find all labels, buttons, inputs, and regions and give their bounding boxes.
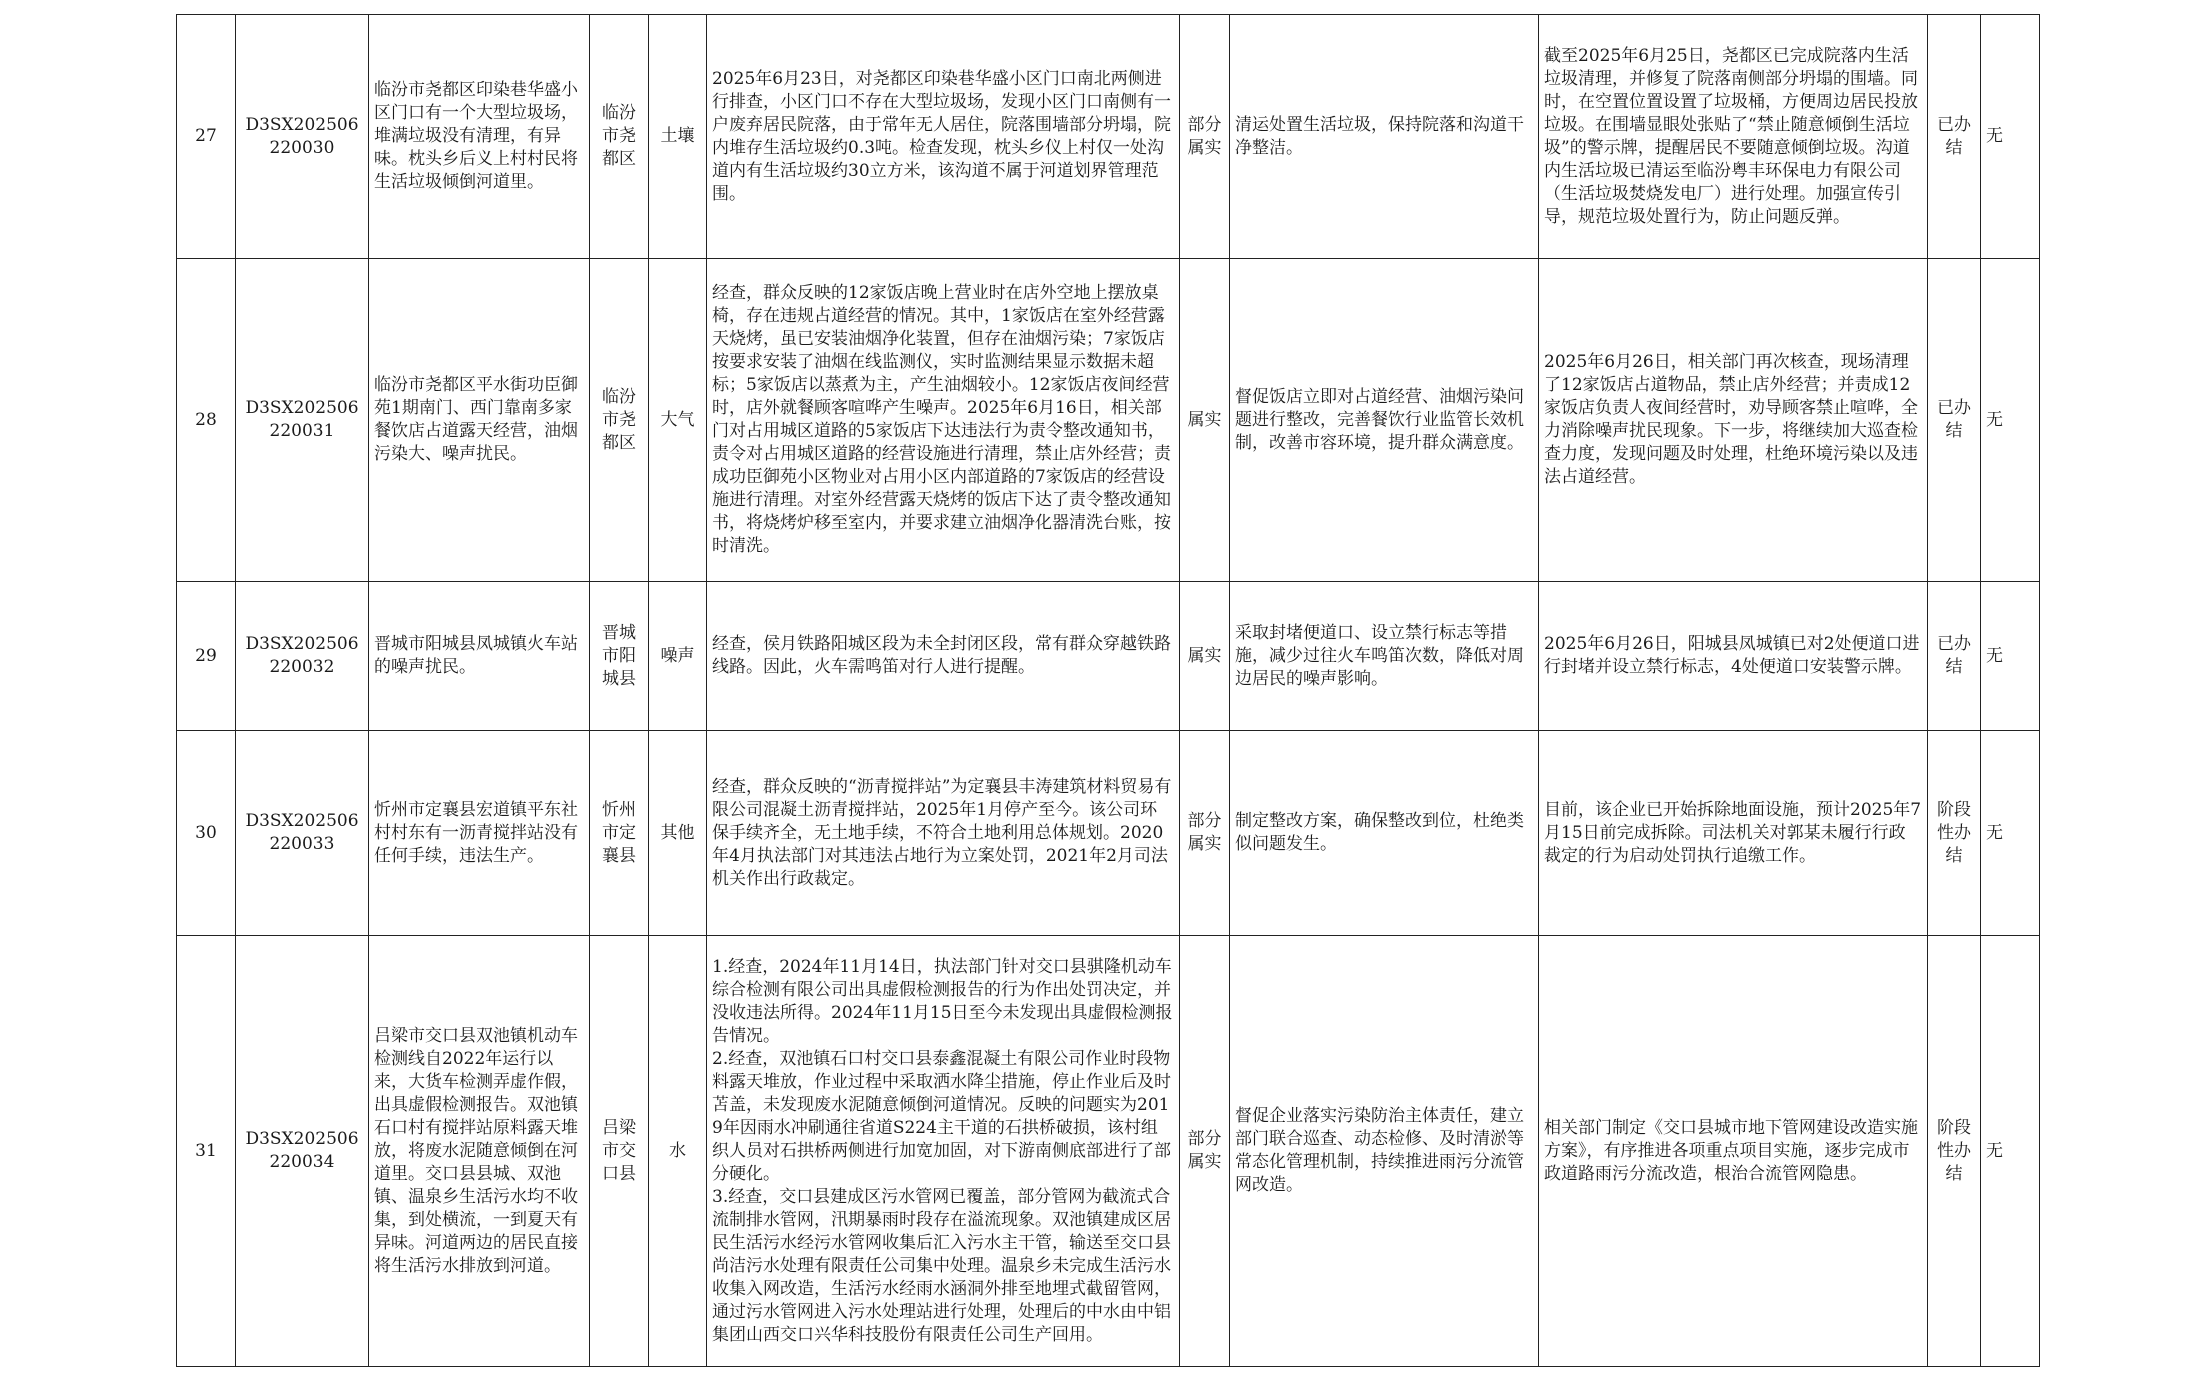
verdict-cell: 属实	[1180, 582, 1230, 731]
remarks-cell: 无	[1981, 582, 2040, 731]
category-cell: 水	[649, 936, 707, 1367]
issue-cell: 临汾市尧都区平水街功臣御苑1期南门、西门靠南多家餐饮店占道露天经营，油烟污染大、噪声扰民。	[369, 259, 590, 582]
findings-cell: 1.经查，2024年11月14日，执法部门针对交口县骐隆机动车综合检测有限公司出具虚假检测报告的行为作出处罚决定，并没收违法所得。2024年11月15日至今未发现出具虚假检测报告情况。 2.经查，双池镇石口村交口县泰鑫混凝土有限公司作业时段物料露天堆放，作业过程中采取洒水降尘措施，停止作业后及时苫盖，未发现废水泥随意倾倒河道情况。反映的问题实为2019年因雨水冲刷通往省道S224主干道的石拱桥破损，该村组织人员对石拱桥两侧进行加宽加固，对下游南侧底部进行了部分硬化。 3.经查，交口县建成区污水管网已覆盖，部分管网为截流式合流制排水管网，汛期暴雨时段存在溢流现象。双池镇建成区居民生活污水经污水管网收集后汇入污水主干管，输送至交口县尚洁污水处理有限责任公司集中处理。温泉乡未完成生活污水收集入网改造，生活污水经雨水涵洞外排至地埋式截留管网，通过污水管网进入污水处理站进行处理，处理后的中水由中铝集团山西交口兴华科技股份有限责任公司生产回用。	[707, 936, 1180, 1367]
admin-cell: 临汾市尧都区	[590, 15, 649, 259]
findings-cell: 经查，侯月铁路阳城区段为未全封闭区段，常有群众穿越铁路线路。因此，火车需鸣笛对行人进行提醒。	[707, 582, 1180, 731]
findings-cell: 2025年6月23日，对尧都区印染巷华盛小区门口南北两侧进行排查，小区门口不存在大型垃圾场，发现小区门口南侧有一户废弃居民院落，由于常年无人居住，院落围墙部分坍塌，院内堆存生活垃圾约0.3吨。检查发现，枕头乡仪上村仅一处沟道内有生活垃圾约30立方米，该沟道不属于河道划界管理范围。	[707, 15, 1180, 259]
code-cell: D3SX202506220031	[236, 259, 369, 582]
measures-cell: 督促饭店立即对占道经营、油烟污染问题进行整改，完善餐饮行业监管长效机制，改善市容环境，提升群众满意度。	[1230, 259, 1539, 582]
verdict-cell: 属实	[1180, 259, 1230, 582]
table-row	[177, 731, 2040, 936]
measures-cell: 清运处置生活垃圾，保持院落和沟道干净整洁。	[1230, 15, 1539, 259]
progress-cell: 截至2025年6月25日，尧都区已完成院落内生活垃圾清理，并修复了院落南侧部分坍塌的围墙。同时，在空置位置设置了垃圾桶，方便周边居民投放垃圾。在围墙显眼处张贴了“禁止随意倾倒生活垃圾”的警示牌，提醒居民不要随意倾倒垃圾。沟道内生活垃圾已清运至临汾粤丰环保电力有限公司（生活垃圾焚烧发电厂）进行处理。加强宣传引导，规范垃圾处置行为，防止问题反弹。	[1539, 15, 1928, 259]
complaint-table	[176, 14, 2040, 1367]
seq-cell: 31	[177, 936, 236, 1367]
category-cell: 土壤	[649, 15, 707, 259]
table-row	[177, 936, 2040, 1367]
admin-cell: 晋城市阳城县	[590, 582, 649, 731]
table-row	[177, 582, 2040, 731]
verdict-cell: 部分属实	[1180, 731, 1230, 936]
issue-cell: 吕梁市交口县双池镇机动车检测线自2022年运行以来，大货车检测弄虚作假，出具虚假检测报告。双池镇石口村有搅拌站原料露天堆放，将废水泥随意倾倒在河道里。交口县县城、双池镇、温泉乡生活污水均不收集，到处横流，一到夏天有异味。河道两边的居民直接将生活污水排放到河道。	[369, 936, 590, 1367]
measures-cell: 制定整改方案，确保整改到位，杜绝类似问题发生。	[1230, 731, 1539, 936]
verdict-cell: 部分属实	[1180, 936, 1230, 1367]
progress-cell: 目前，该企业已开始拆除地面设施，预计2025年7月15日前完成拆除。司法机关对郭某未履行行政裁定的行为启动处罚执行追缴工作。	[1539, 731, 1928, 936]
measures-cell: 督促企业落实污染防治主体责任，建立部门联合巡查、动态检修、及时清淤等常态化管理机制，持续推进雨污分流管网改造。	[1230, 936, 1539, 1367]
findings-cell: 经查，群众反映的“沥青搅拌站”为定襄县丰涛建筑材料贸易有限公司混凝土沥青搅拌站，2025年1月停产至今。该公司环保手续齐全，无土地手续，不符合土地利用总体规划。2020年4月执法部门对其违法占地行为立案处罚，2021年2月司法机关作出行政裁定。	[707, 731, 1180, 936]
status-cell: 阶段性办结	[1928, 936, 1981, 1367]
code-cell: D3SX202506220032	[236, 582, 369, 731]
category-cell: 噪声	[649, 582, 707, 731]
status-cell: 已办结	[1928, 582, 1981, 731]
measures-cell: 采取封堵便道口、设立禁行标志等措施，减少过往火车鸣笛次数，降低对周边居民的噪声影响。	[1230, 582, 1539, 731]
remarks-cell: 无	[1981, 731, 2040, 936]
seq-cell: 30	[177, 731, 236, 936]
progress-cell: 相关部门制定《交口县城市地下管网建设改造实施方案》，有序推进各项重点项目实施，逐步完成市政道路雨污分流改造，根治合流管网隐患。	[1539, 936, 1928, 1367]
progress-cell: 2025年6月26日，相关部门再次核查，现场清理了12家饭店占道物品，禁止店外经营；并责成12家饭店负责人夜间经营时，劝导顾客禁止喧哗，全力消除噪声扰民现象。下一步，将继续加大巡查检查力度，发现问题及时处理，杜绝环境污染以及违法占道经营。	[1539, 259, 1928, 582]
code-cell: D3SX202506220030	[236, 15, 369, 259]
remarks-cell: 无	[1981, 936, 2040, 1367]
seq-cell: 29	[177, 582, 236, 731]
progress-cell: 2025年6月26日，阳城县凤城镇已对2处便道口进行封堵并设立禁行标志，4处便道口安装警示牌。	[1539, 582, 1928, 731]
category-cell: 大气	[649, 259, 707, 582]
issue-cell: 忻州市定襄县宏道镇平东社村村东有一沥青搅拌站没有任何手续，违法生产。	[369, 731, 590, 936]
issue-cell: 临汾市尧都区印染巷华盛小区门口有一个大型垃圾场，堆满垃圾没有清理，有异味。枕头乡后义上村村民将生活垃圾倾倒河道里。	[369, 15, 590, 259]
admin-cell: 临汾市尧都区	[590, 259, 649, 582]
verdict-cell: 部分属实	[1180, 15, 1230, 259]
seq-cell: 28	[177, 259, 236, 582]
findings-cell: 经查，群众反映的12家饭店晚上营业时在店外空地上摆放桌椅，存在违规占道经营的情况。其中，1家饭店在室外经营露天烧烤，虽已安装油烟净化装置，但存在油烟污染；7家饭店按要求安装了油烟在线监测仪，实时监测结果显示数据未超标；5家饭店以蒸煮为主，产生油烟较小。12家饭店夜间经营时，店外就餐顾客喧哗产生噪声。2025年6月16日，相关部门对占用城区道路的5家饭店下达违法行为责令整改通知书，责令对占用城区道路的经营设施进行清理，禁止店外经营；责成功臣御苑小区物业对占用小区内部道路的7家饭店的经营设施进行清理。对室外经营露天烧烤的饭店下达了责令整改通知书，将烧烤炉移至室内，并要求建立油烟净化器清洗台账，按时清洗。	[707, 259, 1180, 582]
status-cell: 阶段性办结	[1928, 731, 1981, 936]
status-cell: 已办结	[1928, 15, 1981, 259]
remarks-cell: 无	[1981, 15, 2040, 259]
admin-cell: 忻州市定襄县	[590, 731, 649, 936]
category-cell: 其他	[649, 731, 707, 936]
issue-cell: 晋城市阳城县凤城镇火车站的噪声扰民。	[369, 582, 590, 731]
code-cell: D3SX202506220034	[236, 936, 369, 1367]
admin-cell: 吕梁市交口县	[590, 936, 649, 1367]
remarks-cell: 无	[1981, 259, 2040, 582]
seq-cell: 27	[177, 15, 236, 259]
table-row	[177, 15, 2040, 259]
status-cell: 已办结	[1928, 259, 1981, 582]
code-cell: D3SX202506220033	[236, 731, 369, 936]
table-row	[177, 259, 2040, 582]
